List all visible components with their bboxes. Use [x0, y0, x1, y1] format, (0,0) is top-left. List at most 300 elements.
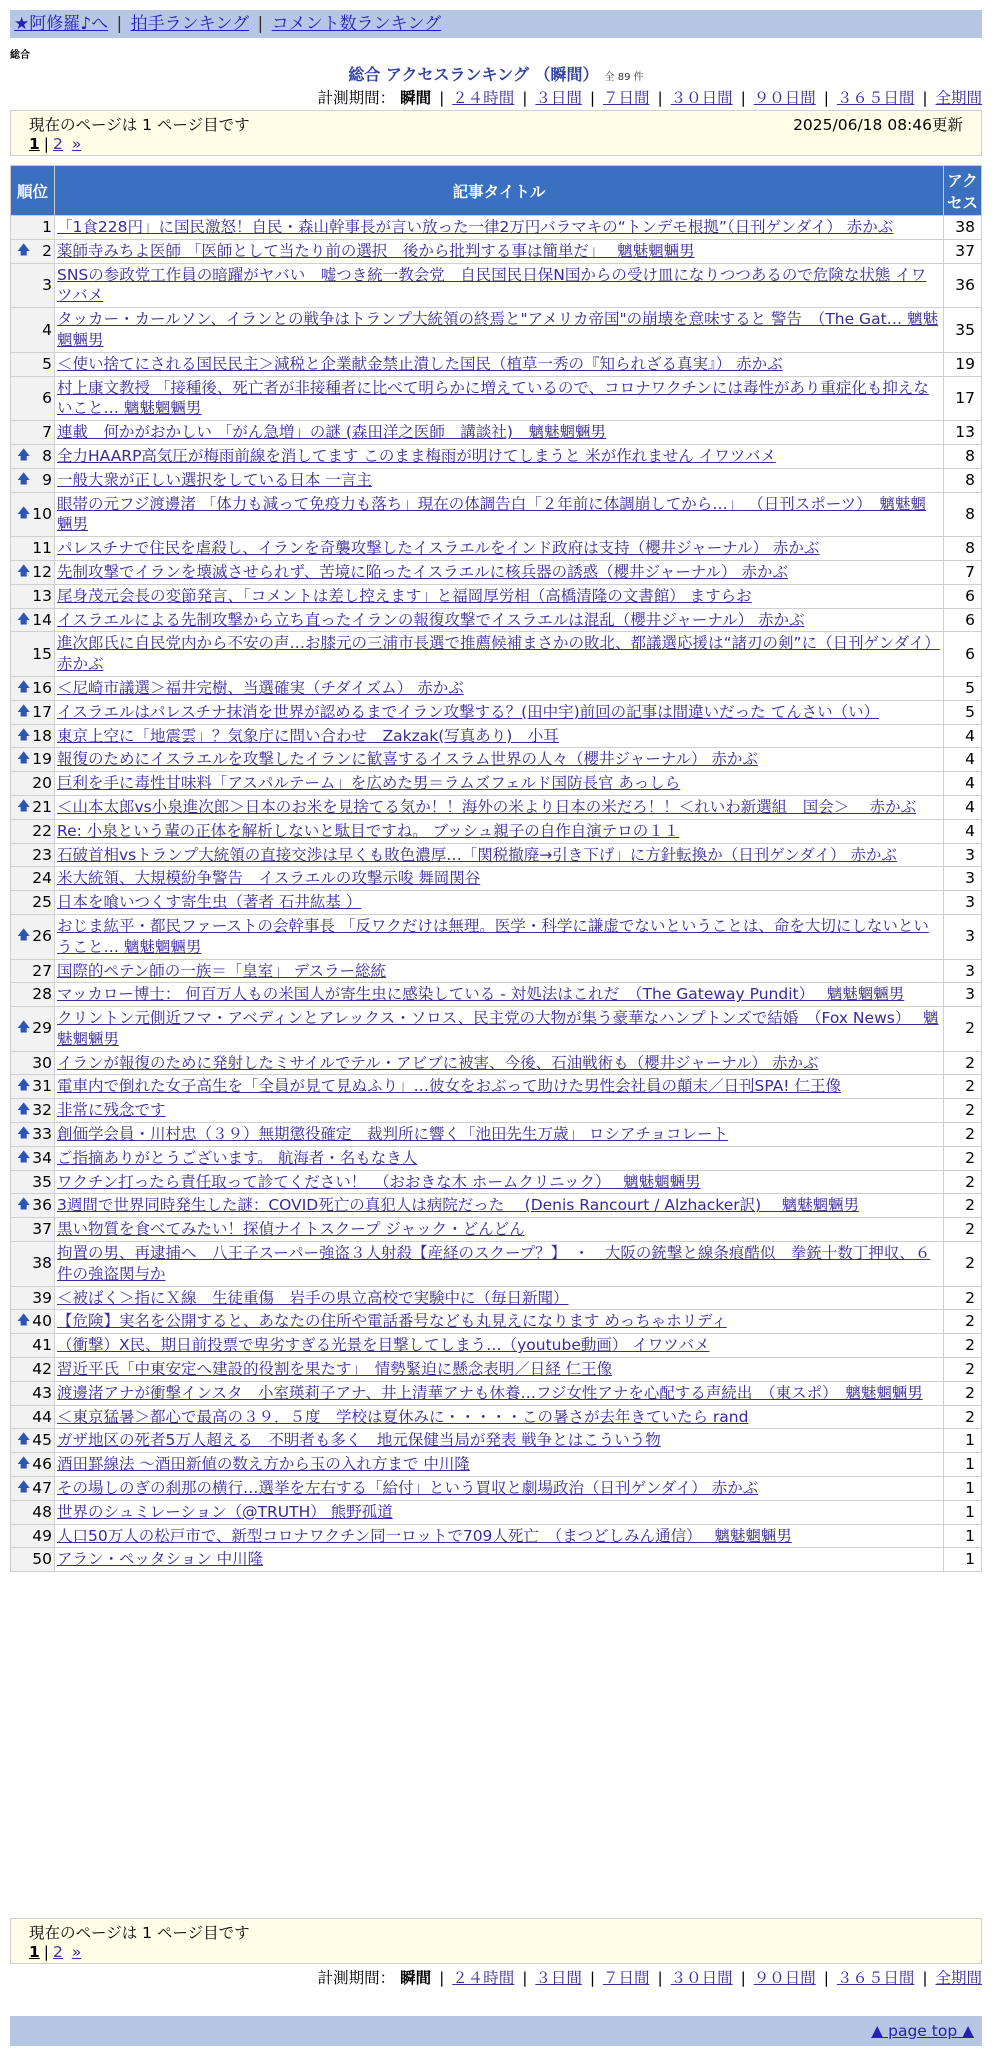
rank-up-arrow-icon: 🡅	[17, 563, 31, 579]
rank-number: 18	[32, 726, 52, 745]
title-cell	[55, 843, 944, 867]
period-all-link[interactable]: 全期間	[935, 89, 982, 107]
rank-number: 4	[42, 320, 52, 339]
article-title-link[interactable]: 東京上空に「地震雲」？気象庁に問い合わせ Zakzak(写真あり) 小耳	[57, 726, 559, 745]
access-count: 8	[944, 537, 982, 561]
table-row	[11, 1242, 982, 1287]
table-row	[11, 376, 982, 421]
rank-number: 40	[32, 1312, 52, 1331]
rank-number: 34	[32, 1148, 52, 1167]
article-title-link[interactable]: SNSの参政党工作員の暗躍がヤバい 嘘つき統一教会党 自民国民日保N国からの受け皿になりつつあるので危険な状態 イワツバメ	[57, 265, 927, 305]
title-cell	[55, 1524, 944, 1548]
article-title-link[interactable]: クリントン元側近フマ・アベディンとアレックス・ソロス、民主党の大物が集う豪華なハンプトンズで結婚 （Fox News） 魑魅魍魎男	[57, 1009, 939, 1048]
article-title-link[interactable]: 一般大衆が正しい選択をしている日本 一言主	[57, 470, 372, 489]
table-row	[11, 843, 982, 867]
table-row	[11, 1524, 982, 1548]
table-row	[11, 795, 982, 819]
period-7d-link[interactable]: ７日間	[602, 89, 650, 107]
title-cell	[55, 1500, 944, 1524]
table-row	[11, 983, 982, 1007]
rank-number: 39	[32, 1288, 52, 1307]
article-title-link[interactable]: 米大統領、大規模紛争警告 イスラエルの攻撃示唆 舞岡関谷	[57, 869, 481, 888]
rank-cell	[11, 560, 55, 584]
rank-cell	[11, 724, 55, 748]
rank-number: 8	[42, 446, 52, 465]
updated-timestamp: 2025/06/18 08:46更新	[793, 116, 963, 134]
table-row	[11, 1334, 982, 1358]
access-count: 3	[944, 914, 982, 959]
rank-up-arrow-icon: 🡅	[17, 447, 31, 463]
rank-up-arrow-icon: 🡅	[17, 727, 31, 743]
article-title-link[interactable]: ご指摘ありがとうございます。 航海者・名もなき人	[57, 1148, 418, 1167]
article-title-link[interactable]: 創価学会員・川村忠（３９）無期懲役確定 裁判所に響く「池田先生万歳」 ロシアチョコレート	[57, 1125, 728, 1144]
access-column-header: アクセス	[944, 166, 982, 216]
rank-number: 50	[32, 1550, 52, 1569]
rank-number: 28	[32, 985, 52, 1004]
access-count: 4	[944, 772, 982, 796]
article-title-link[interactable]: 電車内で倒れた女子高生を「全員が見て見ぬふり」…彼女をおぶって助けた男性会社員の顛末／日刊SPA! 仁王像	[57, 1077, 841, 1096]
rank-up-arrow-icon: 🡅	[17, 1102, 31, 1118]
rank-number: 44	[32, 1407, 52, 1426]
table-row	[11, 1500, 982, 1524]
title-cell	[55, 983, 944, 1007]
rank-number: 31	[32, 1077, 52, 1096]
period-365d-link[interactable]: ３６５日間	[836, 89, 915, 107]
access-count: 8	[944, 492, 982, 537]
period-separator: |	[589, 89, 596, 107]
rank-cell	[11, 468, 55, 492]
rank-number: 38	[32, 1254, 52, 1273]
rank-cell	[11, 1429, 55, 1453]
rank-number: 15	[32, 644, 52, 663]
rank-up-arrow-icon: 🡅	[17, 611, 31, 627]
access-count: 8	[944, 444, 982, 468]
article-title-link[interactable]: 日本を喰いつくす寄生虫（著者 石井紘基 ）	[57, 893, 362, 912]
article-title-link[interactable]: ＜使い捨てにされる国民民主＞減税と企業献金禁止潰した国民（植草一秀の『知られざる真実』） 赤かぶ	[57, 354, 783, 373]
title-cell	[55, 1453, 944, 1477]
access-count: 5	[944, 700, 982, 724]
table-row	[11, 1381, 982, 1405]
access-count: 2	[944, 1334, 982, 1358]
access-count: 1	[944, 1524, 982, 1548]
rank-cell	[11, 1218, 55, 1242]
access-count: 1	[944, 1453, 982, 1477]
title-cell	[55, 1358, 944, 1382]
title-cell	[55, 1194, 944, 1218]
comment-ranking-link[interactable]: コメント数ランキング	[271, 14, 442, 34]
article-title-link[interactable]: 「1食228円」に国民激怒！自民・森山幹事長が言い放った一律2万円バラマキの“トンデモ根拠”（日刊ゲンダイ） 赤かぶ	[57, 218, 894, 236]
period-current: 瞬間	[400, 1969, 432, 1987]
title-cell	[55, 1405, 944, 1429]
rank-up-arrow-icon: 🡅	[17, 1197, 31, 1213]
period-separator: |	[922, 1969, 928, 1987]
rank-cell	[11, 1123, 55, 1147]
rank-cell	[11, 1075, 55, 1099]
rank-cell	[11, 1170, 55, 1194]
title-cell	[55, 560, 944, 584]
breadcrumb: 総合	[10, 50, 30, 61]
period-separator: |	[657, 89, 663, 107]
access-count: 2	[944, 1099, 982, 1123]
footer-bar	[10, 2016, 982, 2046]
rank-cell	[11, 959, 55, 983]
table-row	[11, 819, 982, 843]
table-row	[11, 560, 982, 584]
rank-up-arrow-icon: 🡅	[17, 679, 31, 695]
article-title-link[interactable]: 【危険】実名を公開すると、あなたの住所や電話番号なども丸見えになります めっちゃホリディ	[57, 1312, 727, 1331]
rank-cell	[11, 308, 55, 353]
rank-cell	[11, 772, 55, 796]
total-count: 全 89 件	[604, 72, 644, 83]
rank-cell	[11, 1242, 55, 1287]
next-page-link[interactable]: »	[71, 135, 82, 153]
access-count: 6	[944, 608, 982, 632]
article-title-link[interactable]: 黒い物質を食べてみたい！探偵ナイトスクープ ジャック・どんどん	[57, 1220, 525, 1239]
rank-number: 27	[32, 961, 52, 980]
ranking-table	[10, 165, 982, 1572]
article-title-link[interactable]: その場しのぎの刹那の横行…選挙を左右する「給付」という買収と劇場政治（日刊ゲンダイ） 赤かぶ	[57, 1479, 759, 1498]
article-title-link[interactable]: ＜山本太郎vs小泉進次郎＞日本のお米を見捨てる気か！！海外の米より日本の米だろ！！＜れいわ新選組 国会＞ 赤かぶ	[57, 797, 917, 816]
article-title-link[interactable]: ＜尼崎市議選＞福井完樹、当選確実（チダイズム） 赤かぶ	[57, 678, 464, 697]
rank-up-arrow-icon: 🡅	[17, 1480, 31, 1496]
article-title-link[interactable]: イスラエルによる先制攻撃から立ち直ったイランの報復攻撃でイスラエルは混乱（櫻井ジャーナル） 赤かぶ	[57, 610, 805, 629]
rank-number: 37	[32, 1220, 52, 1239]
rank-cell	[11, 1524, 55, 1548]
rank-cell	[11, 444, 55, 468]
page-1-link[interactable]: 1	[29, 135, 40, 153]
access-count: 4	[944, 795, 982, 819]
title-cell	[55, 1310, 944, 1334]
rank-number: 42	[32, 1360, 52, 1379]
article-title-link[interactable]: 世界のシュミレーション（@TRUTH） 熊野孤道	[57, 1502, 393, 1521]
title-cell	[55, 772, 944, 796]
rank-number: 25	[32, 893, 52, 912]
rank-cell	[11, 1381, 55, 1405]
rank-cell	[11, 421, 55, 445]
article-title-link[interactable]: 国際的ペテン師の一族＝「皇室」 デスラー総統	[57, 961, 387, 980]
title-cell	[55, 1429, 944, 1453]
period-90d-link[interactable]: ９０日間	[753, 1969, 816, 1987]
period-current: 瞬間	[400, 89, 432, 107]
table-row	[11, 676, 982, 700]
table-row	[11, 1310, 982, 1334]
rank-number: 16	[32, 678, 52, 697]
article-title-link[interactable]: ＜東京猛暑＞都心で最高の３９．５度 学校は夏休みに・・・・・この暑さが去年きていたら rand	[57, 1407, 749, 1426]
rank-number: 43	[32, 1383, 52, 1402]
table-row	[11, 867, 982, 891]
rank-cell	[11, 584, 55, 608]
access-count: 1	[944, 1500, 982, 1524]
rank-number: 17	[32, 702, 52, 721]
article-title-link[interactable]: 人口50万人の松戸市で、新型コロナワクチン同一ロットで709人死亡 （まつどしみん通信） 魑魅魍魎男	[57, 1526, 792, 1545]
period-30d-link[interactable]: ３０日間	[670, 1969, 733, 1987]
rank-number: 13	[32, 586, 52, 605]
title-cell	[55, 1477, 944, 1501]
home-link[interactable]: ★阿修羅♪へ	[14, 14, 109, 34]
article-title-link[interactable]: イスラエルはパレスチナ抹消を世界が認めるまでイラン攻撃する？(田中宇)前回の記事は間違いだった てんさい（い）	[57, 702, 880, 721]
rank-cell	[11, 1334, 55, 1358]
rank-up-arrow-icon: 🡅	[17, 751, 31, 767]
rank-number: 41	[32, 1336, 52, 1355]
table-row	[11, 1123, 982, 1147]
table-row	[11, 1007, 982, 1052]
period-3d-link[interactable]: ３日間	[535, 1969, 582, 1987]
article-title-link[interactable]: 連載 何かがおかしい 「がん急増」の謎 (森田洋之医師 講談社) 魑魅魍魎男	[57, 423, 606, 442]
rank-up-arrow-icon: 🡅	[17, 471, 31, 487]
title-cell	[55, 608, 944, 632]
rank-cell	[11, 1477, 55, 1501]
period-24h-link[interactable]: ２４時間	[452, 89, 515, 107]
article-title-link[interactable]: 習近平氏「中東安定へ建設的役割を果たす」 情勢緊迫に懸念表明／日経 仁王像	[57, 1360, 613, 1379]
article-title-link[interactable]: ＜被ばく＞指にＸ線 生徒重傷 岩手の県立高校で実験中に（毎日新聞）	[57, 1288, 569, 1307]
pager-separator: |	[43, 135, 50, 153]
title-cell	[55, 632, 944, 677]
hakushu-ranking-link[interactable]: 拍手ランキング	[130, 14, 250, 34]
access-count: 2	[944, 1242, 982, 1287]
period-30d-link[interactable]: ３０日間	[670, 89, 733, 107]
access-count: 3	[944, 843, 982, 867]
rank-cell	[11, 632, 55, 677]
rank-number: 45	[32, 1431, 52, 1450]
title-cell	[55, 1334, 944, 1358]
access-count: 3	[944, 867, 982, 891]
rank-column-header: 順位	[11, 166, 55, 216]
period-separator: |	[522, 89, 528, 107]
access-count: 4	[944, 748, 982, 772]
access-count: 13	[944, 421, 982, 445]
access-count: 2	[944, 1310, 982, 1334]
table-row	[11, 1429, 982, 1453]
rank-number: 2	[42, 241, 52, 260]
article-title-link[interactable]: アラン・ペッタション 中川隆	[57, 1550, 264, 1569]
title-cell	[55, 1051, 944, 1075]
rank-up-arrow-icon: 🡅	[17, 1078, 31, 1094]
rank-cell	[11, 1500, 55, 1524]
access-count: 3	[944, 891, 982, 915]
period-separator: |	[740, 89, 746, 107]
table-row	[11, 1477, 982, 1501]
article-title-link[interactable]: Re: 小泉という輩の正体を解析しないと駄目ですね。 ブッシュ親子の自作自演テロの１１	[57, 821, 680, 840]
title-cell	[55, 444, 944, 468]
rank-number: 12	[32, 562, 52, 581]
article-title-link[interactable]: マッカロー博士： 何百万人もの米国人が寄生虫に感染している - 対処法はこれだ （The Gateway Pundit） 魑魅魍魎男	[57, 985, 905, 1004]
access-count: 1	[944, 1429, 982, 1453]
title-cell	[55, 584, 944, 608]
title-cell	[55, 263, 944, 308]
article-title-link[interactable]: 拘置の男、再逮捕へ 八王子スーパー強盗３人射殺【産経のスクープ？】 ・ 大阪の銃撃と線条痕酷似 拳銃十数丁押収、６件の強盗関与か	[57, 1244, 931, 1283]
table-row	[11, 216, 982, 240]
period-separator: |	[522, 1969, 528, 1987]
article-title-link[interactable]: 報復のためにイスラエルを攻撃したイランに歓喜するイスラム世界の人々（櫻井ジャーナル） 赤かぶ	[57, 750, 758, 769]
period-separator: |	[823, 1969, 829, 1987]
access-count: 6	[944, 632, 982, 677]
article-title-link[interactable]: （衝撃）X民、期日前投票で卑劣すぎる光景を目撃してしまう…（youtube動画） イワツバメ	[57, 1336, 710, 1355]
rank-cell	[11, 748, 55, 772]
ranking-table-body	[11, 216, 982, 1572]
rank-up-arrow-icon: 🡅	[17, 928, 31, 944]
period-separator: |	[439, 89, 445, 107]
rank-cell	[11, 983, 55, 1007]
table-row	[11, 444, 982, 468]
page-title-text: 総合 アクセスランキング （瞬間）	[348, 65, 599, 84]
period-3d-link[interactable]: ３日間	[535, 89, 582, 107]
current-page-text: 現在のページは 1 ページ目です	[29, 1924, 250, 1942]
access-count: 6	[944, 584, 982, 608]
table-row	[11, 1075, 982, 1099]
article-title-link[interactable]: 全力HAARP高気圧が梅雨前線を消してます このまま梅雨が明けてしまうと 米が作れません イワツバメ	[57, 446, 776, 465]
title-cell	[55, 1548, 944, 1572]
access-count: 2	[944, 1123, 982, 1147]
page-2-link[interactable]: 2	[53, 135, 63, 153]
rank-cell	[11, 263, 55, 308]
page-top-link[interactable]: ▲ page top ▲	[871, 2022, 974, 2040]
access-count: 38	[944, 216, 982, 240]
period-separator: |	[823, 89, 829, 107]
article-title-link[interactable]: タッカー・カールソン、イランとの戦争はトランプ大統領の終焉と"アメリカ帝国"の崩壊を意味すると 警告 （The Gat… 魑魅魍魎男	[57, 310, 939, 349]
next-page-link[interactable]: »	[71, 1943, 82, 1961]
title-cell	[55, 700, 944, 724]
article-title-link[interactable]: イランが報復のために発射したミサイルでテル・アビブに被害、今後、石油戦術も（櫻井ジャーナル） 赤かぶ	[57, 1053, 819, 1072]
rank-cell	[11, 914, 55, 959]
period-selector-bottom	[318, 1966, 982, 1988]
article-title-link[interactable]: ガザ地区の死者5万人超える 不明者も多く 地元保健当局が発表 戦争とはこういう物	[57, 1431, 661, 1450]
rank-number: 29	[32, 1019, 52, 1038]
rank-cell	[11, 843, 55, 867]
access-count: 4	[944, 724, 982, 748]
title-cell	[55, 1381, 944, 1405]
article-title-link[interactable]: パレスチナで住民を虐殺し、イランを奇襲攻撃したイスラエルをインド政府は支持（櫻井ジャーナル） 赤かぶ	[57, 539, 820, 558]
title-cell	[55, 216, 944, 240]
pager-bottom	[10, 1918, 982, 1964]
table-row	[11, 1051, 982, 1075]
table-row	[11, 537, 982, 561]
article-title-link[interactable]: 渡邊渚アナが衝撃インスタ 小室瑛莉子アナ、井上清華アナも休養…フジ女性アナを心配する声続出 （東スポ） 魑魅魍魎男	[57, 1383, 923, 1402]
access-count: 5	[944, 676, 982, 700]
title-cell	[55, 468, 944, 492]
period-90d-link[interactable]: ９０日間	[753, 89, 816, 107]
rank-number: 49	[32, 1526, 52, 1545]
period-selector-top	[318, 86, 982, 108]
rank-number: 26	[32, 927, 52, 946]
period-separator: |	[589, 1969, 596, 1987]
nav-separator: |	[116, 14, 123, 34]
access-count: 4	[944, 819, 982, 843]
rank-number: 7	[42, 423, 52, 442]
title-cell	[55, 1170, 944, 1194]
rank-cell	[11, 1051, 55, 1075]
access-count: 19	[944, 352, 982, 376]
rank-number: 21	[32, 797, 52, 816]
article-title-link[interactable]: 3週間で世界同時発生した謎：COVID死亡の真犯人は病院だった (Denis Rancourt / Alzhacker訳) 魑魅魍魎男	[57, 1196, 860, 1215]
rank-number: 32	[32, 1101, 52, 1120]
title-cell	[55, 1218, 944, 1242]
rank-cell	[11, 376, 55, 421]
rank-cell	[11, 1099, 55, 1123]
page-2-link[interactable]: 2	[53, 1943, 63, 1961]
rank-cell	[11, 867, 55, 891]
rank-cell	[11, 537, 55, 561]
access-count: 37	[944, 239, 982, 263]
access-count: 2	[944, 1286, 982, 1310]
top-navigation	[10, 10, 982, 38]
article-title-link[interactable]: 村上康文教授 「接種後、死亡者が非接種者に比べて明らかに増えているので、コロナワクチンには毒性があり重症化も抑えないこと… 魑魅魍魎男	[57, 378, 929, 418]
page-1-link[interactable]: 1	[29, 1943, 40, 1961]
access-count: 35	[944, 308, 982, 353]
table-row	[11, 1218, 982, 1242]
access-count: 2	[944, 1075, 982, 1099]
rank-cell	[11, 1194, 55, 1218]
rank-number: 47	[32, 1479, 52, 1498]
period-365d-link[interactable]: ３６５日間	[836, 1969, 915, 1987]
article-title-link[interactable]: 薬師寺みちよ医師 「医師として当たり前の選択 後から批判する事は簡単だ」 魑魅魍魎男	[57, 241, 695, 260]
article-title-link[interactable]: 巨利を手に毒性甘味料「アスパルテーム」を広めた男＝ラムズフェルド国防長官 あっしら	[57, 774, 681, 793]
access-count: 1	[944, 1477, 982, 1501]
rank-number: 22	[32, 821, 52, 840]
article-title-link[interactable]: 尾身茂元会長の変節発言、「コメントは差し控えます」と福岡厚労相（高橋清隆の文書館） ますらお	[57, 586, 752, 605]
table-row	[11, 914, 982, 959]
article-title-link[interactable]: 石破首相vsトランプ大統領の直接交渉は早くも敗色濃厚…「関税撤廃→引き下げ」に方針転換か（日刊ゲンダイ） 赤かぶ	[57, 845, 897, 864]
table-row	[11, 352, 982, 376]
article-title-link[interactable]: 酒田罫線法 〜酒田新値の数え方から玉の入れ方まで 中川隆	[57, 1455, 470, 1474]
title-cell	[55, 795, 944, 819]
rank-cell	[11, 1007, 55, 1052]
table-row	[11, 959, 982, 983]
rank-number: 33	[32, 1125, 52, 1144]
title-cell	[55, 492, 944, 537]
title-column-header: 記事タイトル	[55, 166, 944, 216]
rank-cell	[11, 239, 55, 263]
title-cell	[55, 239, 944, 263]
rank-number: 19	[32, 750, 52, 769]
period-separator: |	[740, 1969, 746, 1987]
article-title-link[interactable]: 非常に残念です	[57, 1101, 166, 1120]
rank-cell	[11, 700, 55, 724]
rank-number: 3	[42, 275, 52, 294]
table-row	[11, 1358, 982, 1382]
table-row	[11, 421, 982, 445]
article-title-link[interactable]: 進次郎氏に自民党内から不安の声…お膝元の三浦市長選で推薦候補まさかの敗北、都議選応援は“諸刃の剣”に（日刊ゲンダイ） 赤かぶ	[57, 634, 940, 674]
title-cell	[55, 1286, 944, 1310]
article-title-link[interactable]: 眼帯の元フジ渡邊渚 「体力も減って免疫力も落ち」現在の体調告白「２年前に体調崩してから…」 （日刊スポーツ） 魑魅魍魎男	[57, 494, 926, 534]
period-24h-link[interactable]: ２４時間	[452, 1969, 515, 1987]
period-all-link[interactable]: 全期間	[935, 1969, 982, 1987]
title-cell	[55, 819, 944, 843]
rank-up-arrow-icon: 🡅	[17, 1020, 31, 1036]
article-title-link[interactable]: 先制攻撃でイランを壊滅させられず、苦境に陥ったイスラエルに核兵器の誘惑（櫻井ジャーナル） 赤かぶ	[57, 562, 788, 581]
rank-up-arrow-icon: 🡅	[17, 703, 31, 719]
rank-cell	[11, 1453, 55, 1477]
title-cell	[55, 748, 944, 772]
rank-number: 14	[32, 610, 52, 629]
table-row	[11, 1170, 982, 1194]
period-7d-link[interactable]: ７日間	[602, 1969, 650, 1987]
rank-number: 35	[32, 1172, 52, 1191]
table-row	[11, 1099, 982, 1123]
rank-cell	[11, 795, 55, 819]
access-count: 2	[944, 1405, 982, 1429]
rank-cell	[11, 1310, 55, 1334]
rank-number: 10	[32, 504, 52, 523]
table-row	[11, 1405, 982, 1429]
rank-number: 5	[42, 354, 52, 373]
rank-cell	[11, 1146, 55, 1170]
title-cell	[55, 1007, 944, 1052]
title-cell	[55, 537, 944, 561]
article-title-link[interactable]: おじま紘平・都民ファーストの会幹事長 「反ワクだけは無理。医学・科学に謙虚でないということは、命を大切にしないということ… 魑魅魍魎男	[57, 916, 929, 956]
table-row	[11, 1453, 982, 1477]
access-count: 2	[944, 1381, 982, 1405]
article-title-link[interactable]: ワクチン打ったら責任取って診てください！ （おおきな木 ホームクリニック） 魑魅魍魎男	[57, 1172, 701, 1191]
